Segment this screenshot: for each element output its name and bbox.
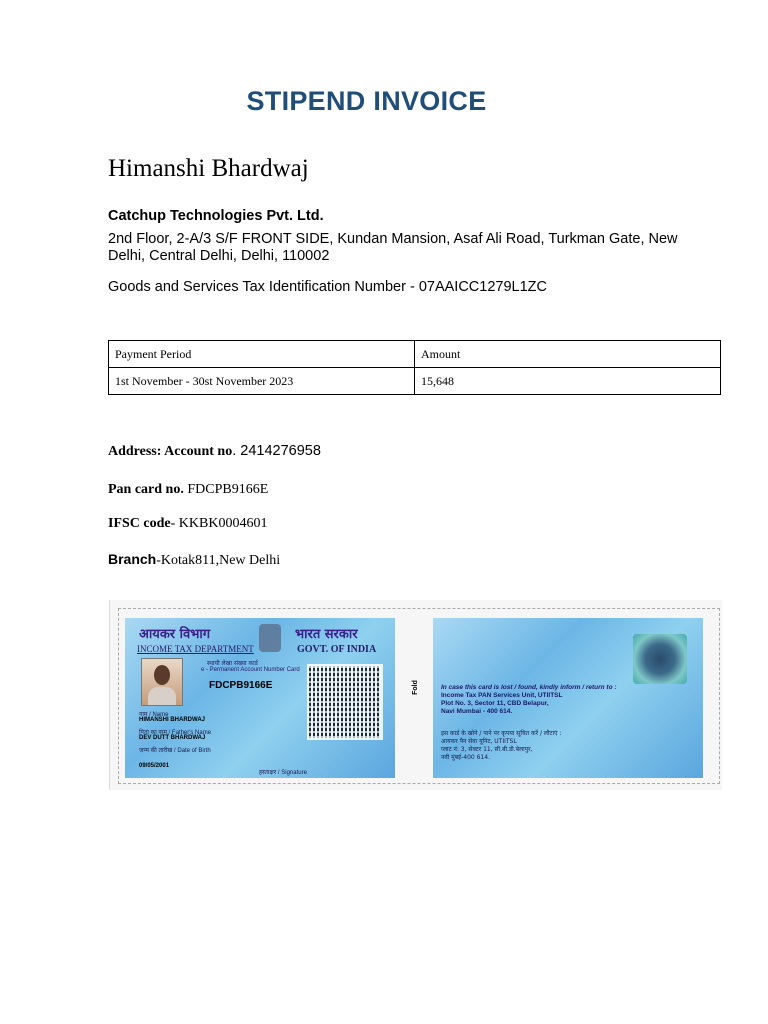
pan-line (108, 482, 268, 498)
amount-cell: 15,648 (415, 368, 721, 395)
card-holder-name: HIMANSHI BHARDWAJ (139, 717, 205, 723)
dept-label: INCOME TAX DEPARTMENT (137, 644, 254, 654)
ifsc-value: - KKBK0004601 (170, 516, 268, 531)
company-address: 2nd Floor, 2-A/3 S/F FRONT SIDE, Kundan Mansion, Asaf Ali Road, Turkman Gate, New Delhi, Central Delhi, Delhi, 110002 (108, 231, 678, 264)
recipient-name: Himanshi Bhardwaj (108, 155, 309, 182)
table-row (109, 368, 721, 395)
qr-code (307, 664, 383, 740)
city-line: Navi Mumbai - 400 614. (441, 708, 513, 715)
account-label: Address: Account no (108, 444, 233, 459)
pan-card-front (125, 618, 395, 778)
pan-card-image (109, 600, 722, 790)
header-payment-period: Payment Period (109, 341, 415, 368)
govt-label: GOVT. OF INDIA (297, 644, 377, 655)
header-amount: Amount (415, 341, 721, 368)
ifsc-line (108, 516, 267, 532)
payment-table (108, 340, 721, 395)
card-title: e - Permanent Account Number Card (201, 667, 300, 673)
return-address-hindi (441, 730, 661, 762)
invoice-title: STIPEND INVOICE (246, 86, 487, 116)
company-name: Catchup Technologies Pvt. Ltd. (108, 208, 324, 224)
father-label: पिता का नाम / Father's Name (139, 730, 212, 736)
account-line (108, 443, 321, 460)
pan-card-back (433, 618, 703, 778)
branch-label: Branch (108, 551, 157, 567)
hindi-line-2: आयकर पैन सेवा यूनिट, UTIITSL (441, 738, 517, 745)
pan-label: Pan card no. (108, 482, 184, 497)
card-title-hindi: स्थायी लेखा संख्या कार्ड (207, 660, 258, 667)
branch-line (108, 551, 280, 569)
branch-value: -Kotak811,New Delhi (156, 553, 281, 568)
dob-label: जन्म की तारीख / Date of Birth (139, 748, 211, 754)
father-name: DEV DUTT BHARDWAJ (139, 735, 206, 741)
payment-period-cell: 1st November - 30st November 2023 (109, 368, 415, 395)
dob-value: 09/05/2001 (139, 763, 170, 769)
ifsc-label: IFSC code (108, 516, 171, 531)
unit-line: Income Tax PAN Services Unit, UTIITSL (441, 692, 563, 699)
pan-value: FDCPB9166E (183, 482, 269, 497)
table-header-row (109, 341, 721, 368)
signature-label: हस्ताक्षर / Signature (259, 770, 307, 776)
hologram-emblem-icon (633, 634, 687, 684)
hindi-line-3: प्लाट नं: 3, सेक्टर 11, सी.बी.डी.बेलापुर, (441, 746, 533, 753)
card-pan-number: FDCPB9166E (209, 680, 273, 691)
dept-hindi: आयकर विभाग (139, 627, 211, 642)
govt-hindi: भारत सरकार (295, 627, 358, 642)
national-emblem-icon (259, 624, 281, 652)
lost-notice: In case this card is lost / found, kindly inform / return to : (441, 684, 617, 691)
account-value: . 2414276958 (232, 443, 321, 459)
hindi-line-4: नवी मुंबई-400 614. (441, 754, 490, 761)
return-address (441, 684, 641, 716)
gst-number: Goods and Services Tax Identification Number - 07AAICC1279L1ZC (108, 279, 547, 295)
fold-label: Fold (411, 680, 419, 695)
holder-photo (141, 658, 183, 706)
name-label: नाम / Name (139, 712, 169, 718)
plot-line: Plot No. 3, Sector 11, CBD Belapur, (441, 700, 549, 707)
hindi-line-1: इस कार्ड के खोने / पाने पर कृपया सूचित करें / लौटाएं : (441, 730, 562, 737)
